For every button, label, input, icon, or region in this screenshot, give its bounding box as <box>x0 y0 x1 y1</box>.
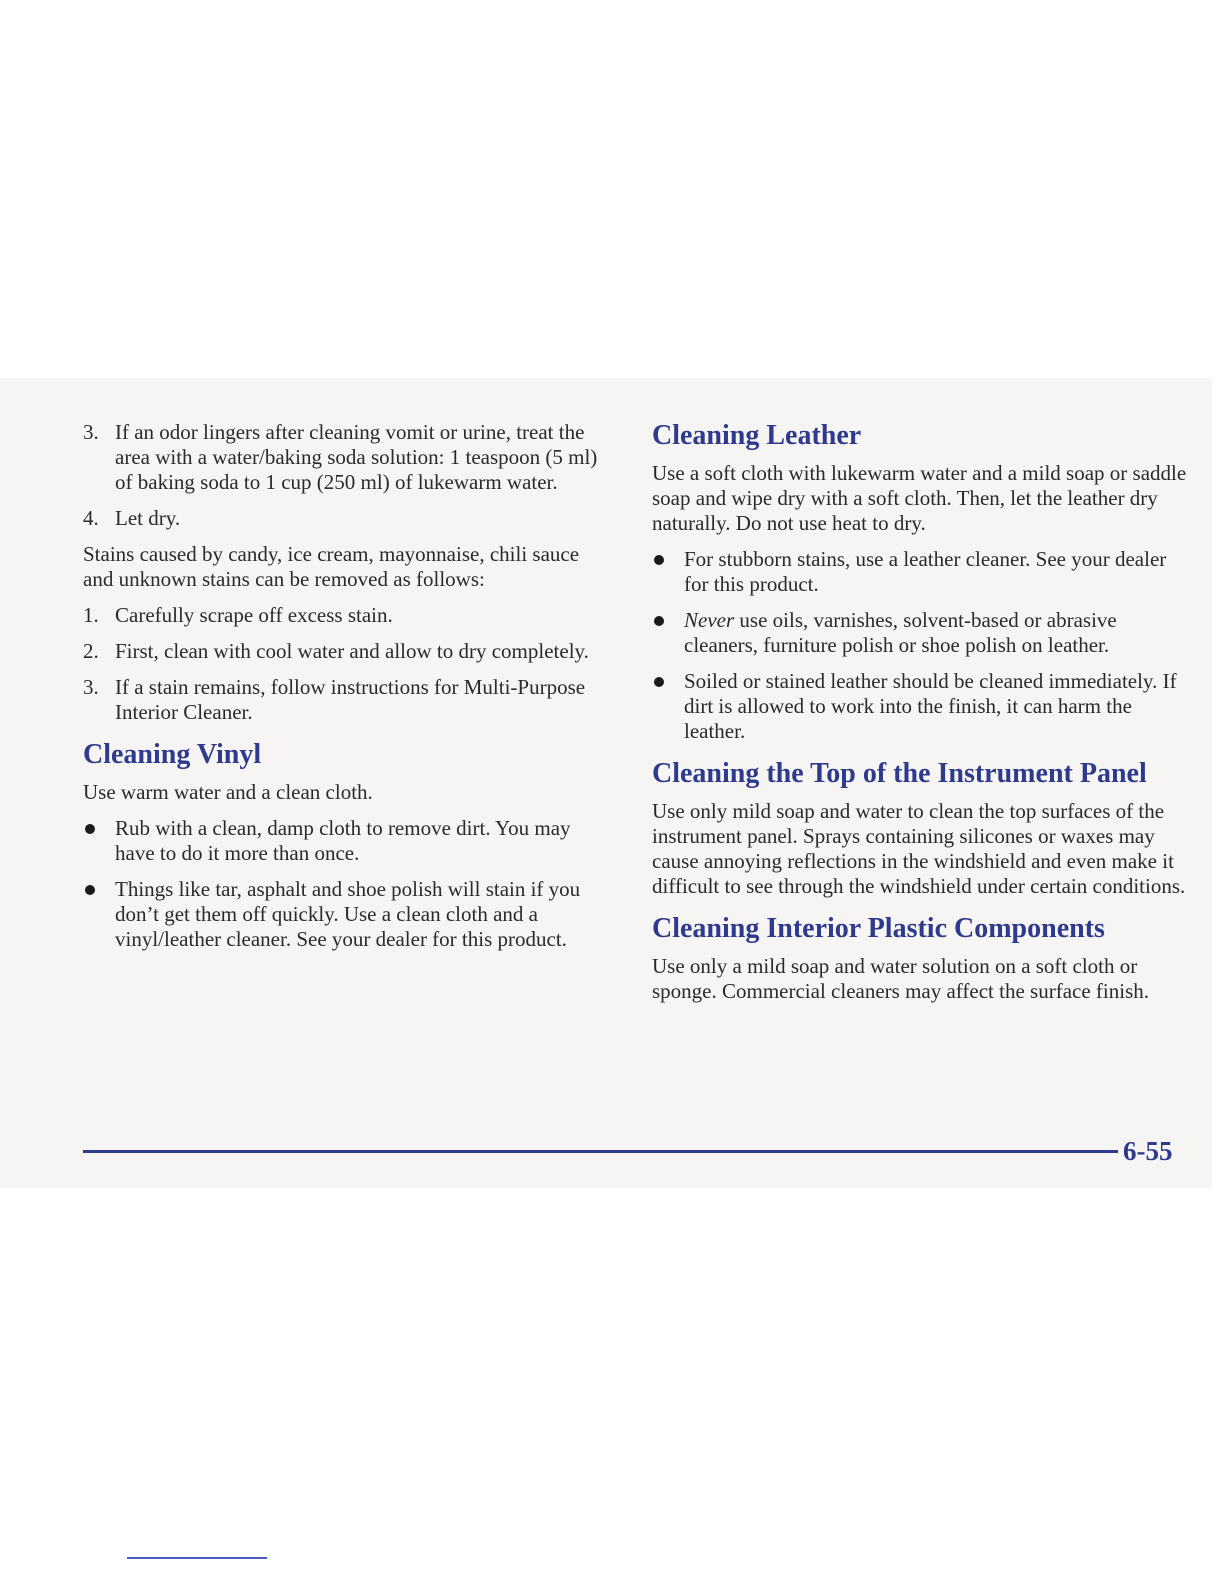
bullet-icon <box>85 885 95 895</box>
list-number: 1. <box>83 603 99 627</box>
bullet-text-rest: use oils, varnishes, solvent-based or abrasive cleaners, furniture polish or shoe polish on leather. <box>684 608 1117 657</box>
list-item <box>83 675 603 725</box>
bullet-icon <box>654 555 664 565</box>
list-item <box>83 603 603 628</box>
list-text: Carefully scrape off excess stain. <box>115 603 393 627</box>
list-number: 2. <box>83 639 99 663</box>
bullet-item <box>83 816 603 866</box>
bullet-text: Soiled or stained leather should be cleaned immediately. If dirt is allowed to work into the finish, it can harm the leather. <box>684 669 1177 743</box>
stains-intro: Stains caused by candy, ice cream, mayonnaise, chili sauce and unknown stains can be removed as follows: <box>83 542 580 591</box>
list-text: Let dry. <box>115 506 181 530</box>
right-column <box>652 420 1187 1015</box>
bottom-divider <box>127 1557 267 1559</box>
bullet-text <box>684 608 1117 657</box>
bullet-text: Rub with a clean, damp cloth to remove dirt. You may have to do it more than once. <box>115 816 571 865</box>
emphasis-never: Never <box>684 608 735 632</box>
plastic-components-text: Use only a mild soap and water solution on a soft cloth or sponge. Commercial cleaners may affect the surface finish. <box>652 954 1149 1003</box>
plastic-components-heading: Cleaning Interior Plastic Components <box>652 913 1105 944</box>
bullet-item <box>652 547 1187 597</box>
list-item <box>83 420 603 495</box>
list-item <box>83 506 603 531</box>
list-text: If a stain remains, follow instructions for Multi-Purpose Interior Cleaner. <box>115 675 586 724</box>
leather-intro: Use a soft cloth with lukewarm water and a mild soap or saddle soap and wipe dry with a soft cloth. Then, let the leather dry naturally. Do not use heat to dry. <box>652 461 1187 535</box>
bullet-icon <box>654 616 664 626</box>
list-number: 3. <box>83 420 99 444</box>
bullet-item <box>652 608 1187 658</box>
list-number: 3. <box>83 675 99 699</box>
footer-rule <box>83 1150 1118 1153</box>
page-number: 6-55 <box>1123 1136 1173 1166</box>
bullet-text: Things like tar, asphalt and shoe polish will stain if you don’t get them off quickly. Use a clean cloth and a vinyl/leather cleaner. See your dealer for this product. <box>115 877 581 951</box>
bullet-icon <box>85 824 95 834</box>
bullet-item <box>83 877 603 952</box>
bullet-item <box>652 669 1187 744</box>
list-text: First, clean with cool water and allow to dry completely. <box>115 639 589 663</box>
left-column <box>83 420 603 963</box>
list-text: If an odor lingers after cleaning vomit or urine, treat the area with a water/baking soda solution: 1 teaspoon (5 ml) of baking soda to 1 cup (250 ml) of lukewarm water. <box>115 420 598 494</box>
cleaning-leather-heading: Cleaning Leather <box>652 420 862 451</box>
list-item <box>83 639 603 664</box>
bullet-text: For stubborn stains, use a leather cleaner. See your dealer for this product. <box>684 547 1167 596</box>
vinyl-intro: Use warm water and a clean cloth. <box>83 780 373 804</box>
bullet-icon <box>654 677 664 687</box>
instrument-panel-text: Use only mild soap and water to clean the top surfaces of the instrument panel. Sprays containing silicones or waxes may cause annoying reflections in the windshield and even make it difficult to see through the windshield under certain conditions. <box>652 799 1186 898</box>
list-number: 4. <box>83 506 99 530</box>
instrument-panel-heading: Cleaning the Top of the Instrument Panel <box>652 758 1147 789</box>
cleaning-vinyl-heading: Cleaning Vinyl <box>83 739 262 770</box>
